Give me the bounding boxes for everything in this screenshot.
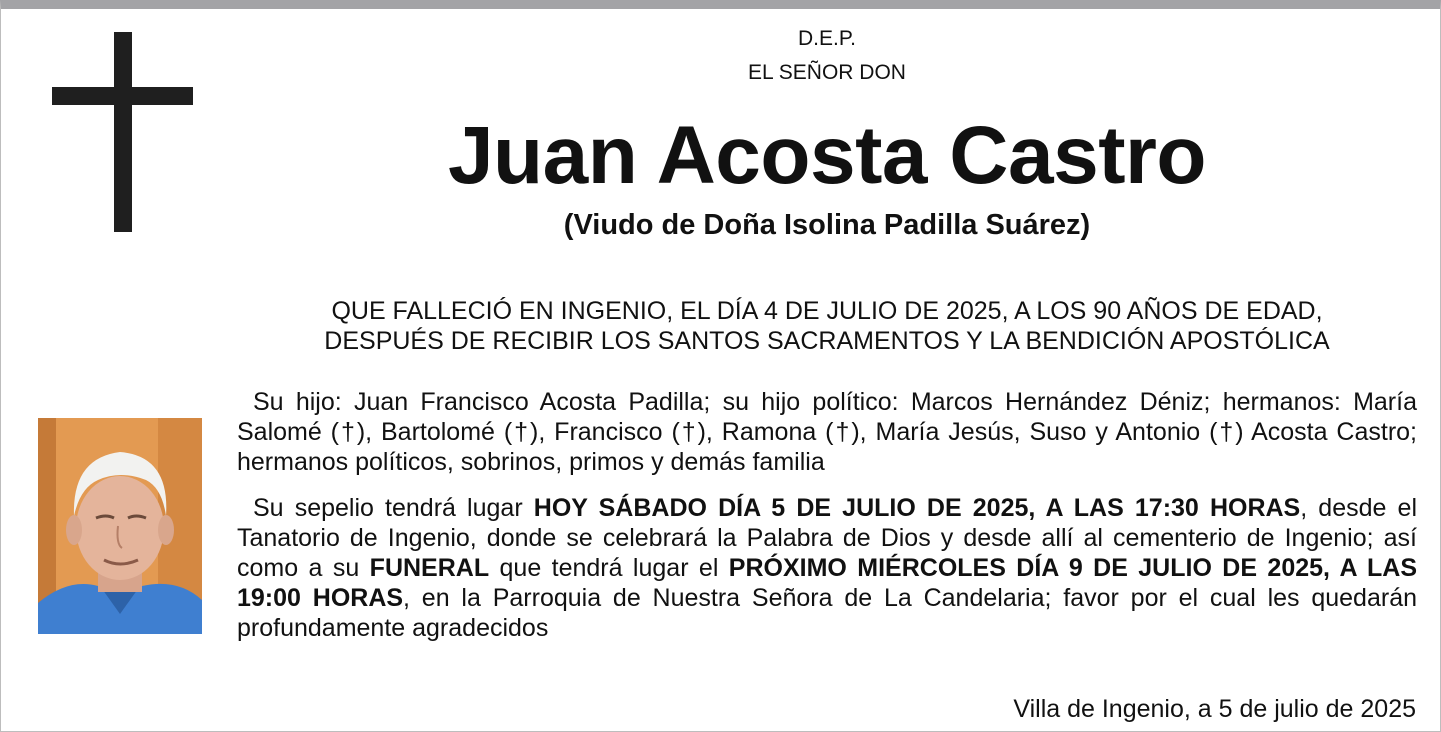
funeral-text-1: Su sepelio tendrá lugar [253, 494, 534, 522]
cross-vertical-bar [114, 32, 132, 232]
funeral-label: FUNERAL [369, 554, 490, 582]
cross-horizontal-bar [52, 87, 193, 105]
dep-heading: D.E.P. [798, 27, 856, 50]
funeral-text-3: que tendrá lugar el [489, 554, 729, 582]
burial-datetime: HOY SÁBADO DÍA 5 DE JULIO DE 2025, A LAS 17:30 HORAS [533, 494, 1301, 522]
cross-icon [52, 32, 193, 232]
intro-line: EL SEÑOR DON [748, 61, 906, 84]
death-notice-line-1: QUE FALLECIÓ EN INGENIO, EL DÍA 4 DE JULIO DE 2025, A LOS 90 AÑOS DE EDAD, [331, 297, 1323, 325]
death-notice-line-2: DESPUÉS DE RECIBIR LOS SANTOS SACRAMENTOS Y LA BENDICIÓN APOSTÓLICA [324, 327, 1330, 355]
place-date: Villa de Ingenio, a 5 de julio de 2025 [1013, 695, 1416, 723]
funeral-text-4: , en la Parroquia de Nuestra Señora de La Candelaria; favor por el cual les quedarán profundamente agradecidos [237, 584, 1417, 642]
family-paragraph: Su hijo: Juan Francisco Acosta Padilla; su hijo político: Marcos Hernández Déniz; hermanos: María Salomé (†), Bartolomé (†), Francisco (†), Ramona (†), María Jesús, Suso y Antonio (†) Acosta Castro; hermanos políticos, sobrinos, primos y demás familia [237, 388, 1417, 476]
portrait-photo [38, 418, 202, 634]
widow-line: (Viudo de Doña Isolina Padilla Suárez) [563, 209, 1091, 241]
deceased-name: Juan Acosta Castro [447, 110, 1207, 201]
death-notice [237, 296, 1417, 356]
funeral-datetime: PRÓXIMO MIÉRCOLES DÍA 9 DE JULIO DE 2025, A LAS 19:00 HORAS [237, 554, 1418, 612]
funeral-text-2: , desde el Tanatorio de Ingenio, donde se celebrará la Palabra de Dios y desde allí al cementerio de Ingenio; así como a su [237, 494, 1417, 582]
funeral-paragraph [237, 493, 1417, 643]
portrait-illustration [38, 418, 202, 634]
